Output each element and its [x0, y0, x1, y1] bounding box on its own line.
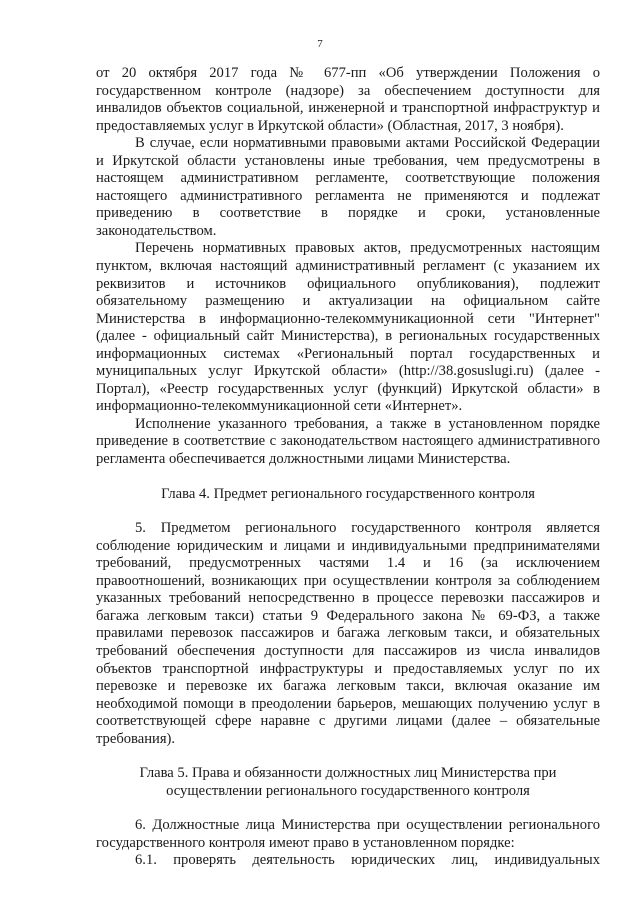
paragraph-conflicting-requirements: В случае, если нормативными правовыми актами Российской Федерации и Иркутской области установлены иные требования, чем предусмотрены в настоящем административном регламенте, соответствующие положения настоящего административного регламента не применяются и подлежат приведению в соответствие в порядке и сроки, установленные законодательством. — [96, 135, 600, 239]
page-number: 7 — [317, 38, 323, 50]
chapter-5-heading: Глава 5. Права и обязанности должностных лиц Министерства при осуществлении регионального государственного контроля — [139, 765, 557, 799]
document-body — [96, 65, 600, 870]
paragraph-legal-acts-list: Перечень нормативных правовых актов, предусмотренных настоящим пунктом, включая настоящий административный регламент (с указанием их реквизитов и источников официального опубликования), подлежит обязательному размещению и актуализации на официальном сайте Министерства в информационно-телекоммуникационной сети "Интернет" (далее - официальный сайт Министерства), в региональных государственных информационных системах «Региональный портал государственных и муниципальных услуг Иркутской области» (http://38.gosuslugi.ru) (далее - Портал), «Реестр государственных услуг (функций) Иркутской области» в информационно-телекоммуникационной сети «Интернет». — [96, 240, 600, 415]
paragraph-requirement-execution: Исполнение указанного требования, а также в установленном порядке приведение в соответствие с законодательством настоящего административного регламента обеспечивается должностными лицами Министерства. — [96, 415, 600, 468]
paragraph-6-1-check-activity: 6.1. проверять деятельность юридических лиц, индивидуальных — [135, 852, 600, 869]
chapter-4-heading: Глава 4. Предмет регионального государственного контроля — [161, 485, 535, 502]
paragraph-6-officials-rights: 6. Должностные лица Министерства при осуществлении регионального государственного контроля имеют право в установленном порядке: — [96, 817, 600, 851]
paragraph-5-control-subject: 5. Предметом регионального государственного контроля является соблюдение юридическим и лицами и индивидуальными предпринимателями требований, предусмотренных частями 1.4 и 16 (за исключением правоотношений, возникающих при осуществлении контроля за соблюдением указанных требований непосредственно в процессе перевозки пассажиров и багажа легковым такси) статьи 9 Федерального закона № 69-ФЗ, а также правилами перевозок пассажиров и багажа легковым такси, и обязательных требований обеспечения доступности для пассажиров из числа инвалидов объектов транспортной инфраструктуры и предоставляемых услуг по их перевозке и перевозке их багажа легковым такси, включая оказание им необходимой помощи в преодолении барьеров, мешающих получению услуг в соответствующей сфере наравне с другими лицами (далее – обязательные требования). — [96, 520, 600, 747]
paragraph-continuation: от 20 октября 2017 года № 677-пп «Об утверждении Положения о государственном контроле (надзоре) за обеспечением доступности для инвалидов объектов социальной, инженерной и транспортной инфраструктур и предоставляемых услуг в Иркутской области» (Областная, 2017, 3 ноября). — [96, 65, 600, 134]
